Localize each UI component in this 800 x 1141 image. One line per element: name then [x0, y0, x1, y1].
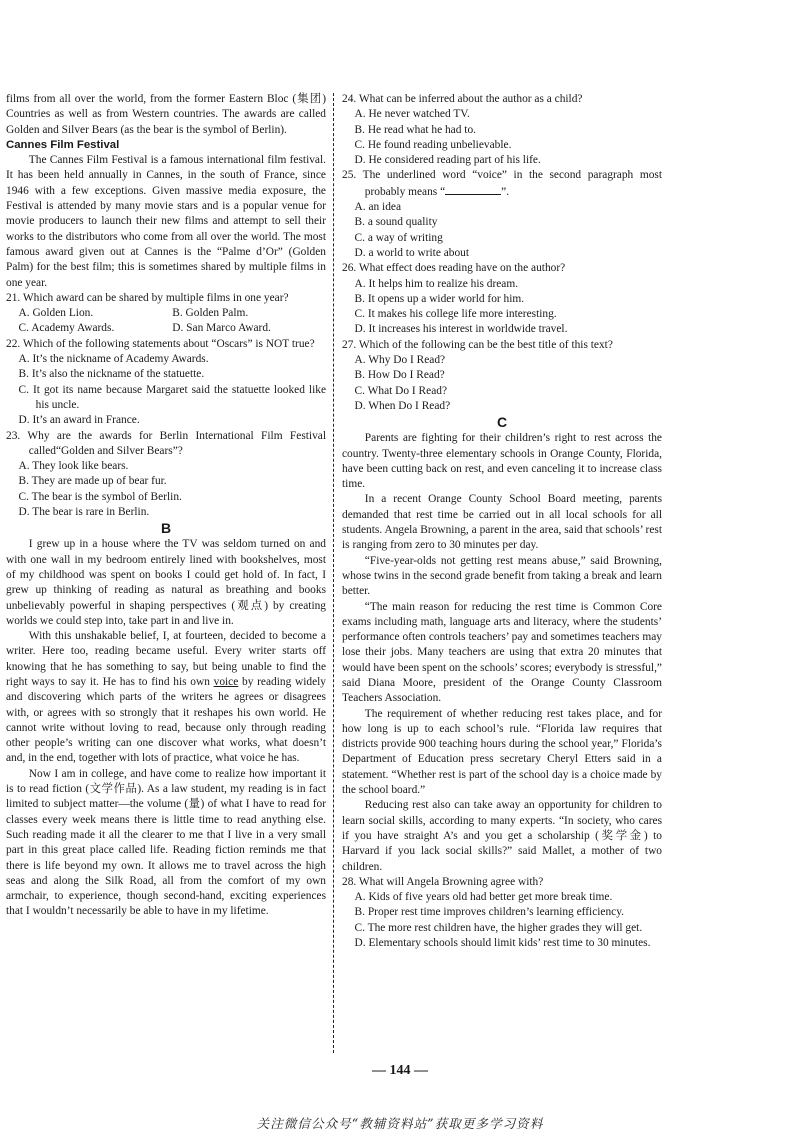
question-stem: 23. Why are the awards for Berlin International Film Festival called“Golden and Silver Bears”?: [6, 429, 326, 457]
option-b: B. It opens up a wider world for him.: [354, 292, 525, 305]
answer-blank: [445, 184, 501, 195]
option-b: B. How Do I Read?: [354, 369, 445, 382]
section-b-heading: B: [160, 520, 172, 537]
berlin-continuation-paragraph: films from all over the world, from the former Eastern Bloc (集团) Countries as well as from Western countries. The awards are called Golden and Silver Bears (as the bear is the symbol of Berlin).: [6, 93, 326, 136]
option-b: B. Proper rest time improves children’s learning efficiency.: [354, 906, 625, 919]
passage-c-paragraph-2: In a recent Orange County School Board meeting, parents demanded that rest time be carried out in all local schools for all students. Angela Browning, a parent in the area, said that schools’ rest is ranging from zero to 30 minutes per day.: [342, 493, 662, 552]
option-c: C. The bear is the symbol of Berlin.: [18, 490, 182, 503]
option-b: B. He read what he had to.: [354, 123, 476, 136]
passage-c-paragraph-3: “Five-year-olds not getting rest means abuse,” said Browning, whose twins in the second grade benefit from taking a break and learn better.: [342, 554, 662, 598]
option-c: C. He found reading unbelievable.: [354, 138, 512, 151]
column-divider: [333, 93, 334, 1053]
option-a: A. It helps him to realize his dream.: [354, 277, 519, 290]
option-c: C. The more rest children have, the higher grades they will get.: [354, 921, 643, 934]
paragraph-text: by reading widely and discovering which parts of the writers he agrees or disagrees with, or agrees with so strongly that it reshapes his own world. He cannot write without loving to read, because only through reading other people’s writing can one discover what works, what doesn’t and, in the end, together with lots of practice, what voice he has.: [6, 675, 326, 765]
option-d: D. It’s an award in France.: [18, 414, 140, 427]
passage-b-paragraph-1: I grew up in a house where the TV was seldom turned on and with one wall in my bedroom entirely lined with bookshelves, most of my childhood was spent on books I could get hold of. In fact, I grew up thinking of reading as natural as breathing and books unbelievably powerful in shaping perspectives (观点) by creating worlds we could step into, take part in and live in.: [6, 538, 326, 627]
option-b: B. a sound quality: [354, 216, 438, 229]
stem-text: 25. The underlined word “voice” in the second paragraph most probably means “: [342, 169, 662, 198]
option-d: D. San Marco Award.: [172, 322, 271, 335]
option-c: C. What Do I Read?: [354, 384, 448, 397]
question-21: [6, 291, 326, 337]
section-c-heading: C: [496, 414, 508, 431]
option-d: D. It increases his interest in worldwide travel.: [354, 323, 568, 336]
option-b: B. They are made up of bear fur.: [18, 475, 167, 488]
option-b: B. It’s also the nickname of the statuette.: [18, 368, 205, 381]
passage-b-paragraph-2: [6, 629, 326, 767]
question-stem: 28. What will Angela Browning agree with?: [342, 875, 544, 888]
question-stem: 21. Which award can be shared by multiple films in one year?: [6, 291, 289, 304]
question-24: [342, 92, 662, 168]
option-d: D. a world to write about: [354, 246, 470, 259]
passage-c-paragraph-6: Reducing rest also can take away an opportunity for children to learn social skills, according to many experts. “In society, who cares if you have straight A’s and you get a scholarship (奖学金) to Harvard if you lack social skills?” said Mallet, a mother of two children.: [342, 799, 662, 873]
question-27: [342, 338, 662, 414]
option-a: A. an idea: [354, 201, 402, 214]
question-stem: 26. What effect does reading have on the author?: [342, 262, 566, 275]
left-column: [6, 92, 326, 920]
passage-c-paragraph-5: The requirement of whether reducing rest takes place, and for how long is up to each school’s rule. “Florida law requires that districts provide 900 teaching hours during the school year,” Florida’s Department of Education press secretary Cheryl Etters said in a statement. “Whether rest is part of the school day is a choice made by the school board.”: [342, 707, 662, 797]
passage-b-paragraph-3: Now I am in college, and have come to realize how important it is to read fiction (文学作品). As a law student, my reading is in fact limited to subject matter—the volume (量) of what I have to read for classes every week means there is little time to read anything else. Such reading made it all the clearer to me that I live in a very small part in this great place called life. Reading fiction reminds me that there is life beyond my own. It allows me to travel across the high seas and along the Silk Road, all from the comfort of my own armchair, to experience, though second-hand, exciting experiences that I wouldn’t necessarily be able to have in my lifetime.: [6, 767, 326, 918]
stem-text: ”.: [501, 185, 510, 198]
option-d: D. He considered reading part of his life.: [354, 154, 541, 167]
question-stem: 27. Which of the following can be the best title of this text?: [342, 338, 613, 351]
option-b: B. Golden Palm.: [172, 307, 249, 320]
footer-note: 关注微信公众号“教辅资料站”获取更多学习资料: [256, 1116, 544, 1131]
page-number: — 144 —: [372, 1063, 428, 1078]
question-25: [342, 168, 662, 261]
option-d: D. When Do I Read?: [354, 399, 451, 412]
option-c: C. It got its name because Margaret said the statuette looked like his uncle.: [18, 383, 326, 411]
option-a: A. They look like bears.: [18, 460, 129, 473]
underlined-word-voice: voice: [213, 675, 239, 688]
option-a: A. It’s the nickname of Academy Awards.: [18, 353, 209, 366]
option-a: A. Golden Lion.: [18, 307, 94, 320]
option-c: C. Academy Awards.: [18, 322, 115, 335]
cannes-paragraph: The Cannes Film Festival is a famous international film festival. It has been held annually in Cannes, in the south of France, since 1946 with a few exceptions. Given massive media exposure, the Festival is attended by many movie stars and is a popular venue for movie producers to launch their new films and attempt to sell their works to the distributors who come from all over the world. The most famous award given out at Cannes is the “Palme d’Or” (Golden Palm) for the best film; this is sometimes shared by multiple films in one year.: [6, 154, 326, 289]
option-a: A. Kids of five years old had better get more break time.: [354, 891, 613, 904]
question-28: [342, 875, 662, 951]
option-a: A. Why Do I Read?: [354, 354, 446, 367]
right-column: [342, 92, 662, 951]
passage-c-paragraph-1: Parents are fighting for their children’s right to rest across the country. Twenty-three elementary schools in Orange County, Florida, have been cutting back on rest, and even canceling it to increase class time.: [342, 432, 662, 491]
paragraph-text: With this unshakable belief, I, at fourteen, decided to become a writer. Here too, reading became useful. Every writer starts off knowing that he has something to say, but being unable to find the right ways to say it. He has to find his own: [6, 630, 326, 688]
passage-c-paragraph-4: “The main reason for reducing the rest time is Common Core exams including math, language arts and literacy, where the students’ performance often controls teachers’ pay and sometimes teachers may lose their jobs. Many teachers are using that extra 20 minutes that would have been spent on the schools’ scores; everybody is stressful,” said Diana Moore, president of the Orange County Classroom Teachers Association.: [342, 600, 662, 705]
question-26: [342, 261, 662, 337]
option-d: D. Elementary schools should limit kids’ rest time to 30 minutes.: [354, 937, 651, 950]
question-22: [6, 337, 326, 429]
question-stem: 24. What can be inferred about the author as a child?: [342, 93, 583, 105]
option-a: A. He never watched TV.: [354, 108, 470, 121]
option-c: C. a way of writing: [354, 231, 443, 244]
question-stem: 22. Which of the following statements about “Oscars” is NOT true?: [6, 337, 315, 350]
cannes-heading: Cannes Film Festival: [6, 138, 120, 151]
question-stem: [342, 168, 662, 200]
option-d: D. The bear is rare in Berlin.: [18, 506, 150, 519]
option-c: C. It makes his college life more interesting.: [354, 308, 557, 321]
options-grid: [6, 306, 326, 337]
question-23: [6, 429, 326, 521]
